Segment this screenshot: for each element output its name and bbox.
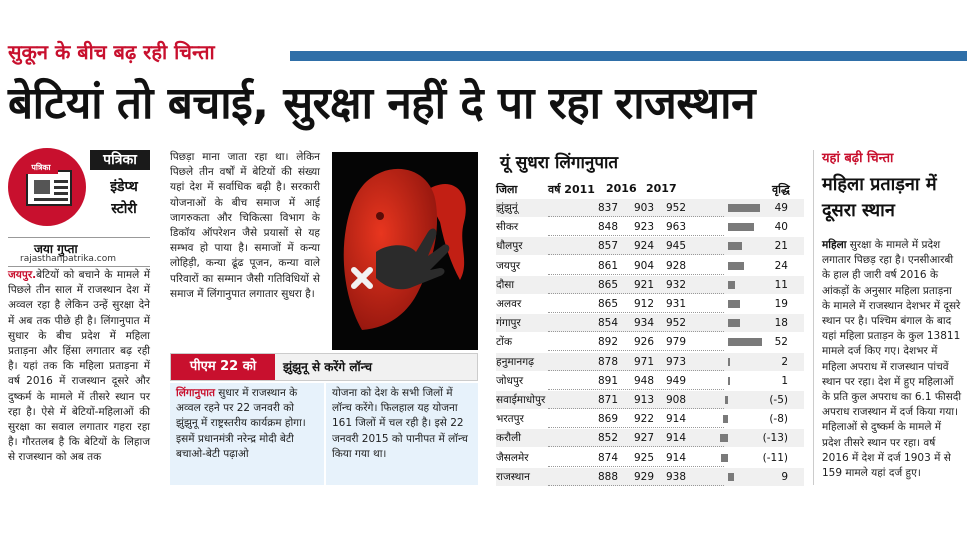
district-name: दौसा — [496, 278, 515, 291]
header-growth: वृद्धि — [772, 183, 790, 196]
illustration-girl-hand-over-mouth — [332, 152, 478, 350]
value-2011: 854 — [597, 317, 618, 330]
value-2016: 948 — [633, 374, 654, 387]
value-2011: 874 — [597, 451, 618, 464]
value-2017: 938 — [665, 470, 686, 483]
growth-bar — [728, 300, 740, 308]
value-2011: 888 — [597, 470, 618, 483]
growth-value: 19 — [774, 298, 788, 310]
launch-text-left — [170, 383, 324, 485]
table-row — [496, 314, 804, 332]
growth-bar — [725, 396, 728, 404]
table-row — [496, 295, 804, 313]
growth-value: 49 — [774, 202, 788, 214]
value-2017: 963 — [665, 221, 686, 234]
divider — [8, 237, 150, 238]
value-2011: 865 — [597, 278, 618, 291]
value-2011: 891 — [597, 374, 618, 387]
illustration-svg — [332, 152, 478, 350]
launch-lead: लिंगानुपात — [176, 387, 215, 399]
growth-bar — [728, 358, 730, 366]
district-name: सीकर — [496, 221, 519, 234]
growth-value: (-5) — [769, 394, 788, 406]
district-name: जयपुर — [496, 259, 521, 272]
table-row — [496, 199, 804, 217]
district-name: राजस्थान — [496, 470, 530, 483]
table-row — [496, 372, 804, 390]
brand-sub-line2: स्टोरी — [111, 201, 137, 217]
article-text-1: बेटियों को बचाने के मामले में पिछले तीन साल में राजस्थान देश में अव्वल रहा है लेकिन उन्हें सुरक्षा देने में अब तक पीछे ही है। लिंगानुपात में सुधार के बीच प्रदेश में महिला प्रताड़ना और हिंसा लगातार बढ़ रही है। यहां तक कि महिला प्रताड़ना में वर्ष 2016 में राजस्थान दूसरे और दुष्कर्म के मामले में तीसरे स्थान पर रहा है। ऐसे में बेटियों-महिलाओं की सुरक्षा का सवाल लगातार गहरा रहा है। गौरतलब है कि बेटियों के लिहाज से राजस्थान को अब तक — [8, 269, 150, 464]
district-name: सवाईमाधोपुर — [496, 394, 546, 406]
logo-masthead: पत्रिका — [24, 162, 58, 174]
table-row — [496, 410, 804, 428]
sex-ratio-table — [496, 180, 804, 490]
article-column-1 — [8, 268, 150, 466]
table-row — [496, 257, 804, 275]
table-row — [496, 218, 804, 236]
growth-bar — [728, 242, 742, 250]
value-2011: 848 — [597, 221, 618, 234]
launch-text-right: योजना को देश के सभी जिलों में लॉन्च करेंगे। फिलहाल यह योजना 161 जिलों में चल रही है। इसे 22 जनवरी 2015 को पानीपत में लॉन्च किया गया था। — [326, 383, 478, 485]
table-row — [496, 468, 804, 486]
value-2016: 904 — [633, 259, 654, 272]
column-divider — [813, 150, 814, 485]
growth-value: 24 — [774, 259, 788, 272]
value-2011: 857 — [597, 240, 618, 253]
growth-bar — [728, 473, 734, 481]
growth-value: 9 — [781, 470, 788, 483]
header-district: जिला — [496, 183, 518, 196]
kicker: सुकून के बीच बढ़ रही चिन्ता — [8, 40, 215, 64]
value-2016: 923 — [633, 221, 654, 234]
value-2016: 924 — [633, 240, 654, 253]
value-2016: 913 — [633, 394, 654, 406]
value-2017: 931 — [665, 298, 686, 310]
site-url: rajasthanpatrika.com — [20, 254, 116, 264]
brand-sub-line1: इंडेप्थ — [110, 179, 138, 195]
value-2016: 927 — [633, 432, 654, 445]
value-2016: 903 — [633, 202, 654, 214]
divider — [8, 266, 150, 267]
district-name: गंगापुर — [496, 317, 521, 330]
value-2011: 837 — [597, 202, 618, 214]
district-name: झुंझुनूं — [496, 202, 518, 214]
side-lead: महिला — [822, 239, 847, 251]
value-2011: 861 — [597, 259, 618, 272]
kicker-rule — [290, 51, 967, 61]
district-name: करौली — [496, 432, 521, 445]
district-name: जैसलमेर — [496, 451, 529, 464]
value-2011: 852 — [597, 432, 618, 445]
growth-bar — [728, 319, 740, 327]
dateline: जयपुर. — [8, 269, 37, 281]
district-name: टोंक — [496, 336, 513, 349]
growth-bar — [728, 377, 730, 385]
author-name: जया गुप्ता — [34, 242, 78, 256]
district-name: धौलपुर — [496, 240, 523, 253]
table-row — [496, 237, 804, 255]
value-2017: 952 — [665, 317, 686, 330]
table-row — [496, 353, 804, 371]
value-2017: 979 — [665, 336, 686, 349]
chart-title: यूं सुधरा लिंगानुपात — [500, 153, 619, 173]
side-article-body: सुरक्षा के मामले में प्रदेश लगातार पिछड़ रहा है। एनसीआरबी के हाल ही जारी वर्ष 2016 के आंकड़ों के अनुसार महिला प्रताड़ना के मामले में राजस्थान देशभर में दूसरे स्थान पर है। पश्चिम बंगाल के बाद यहां महिला प्रताड़न के कुल 13811 मामले दर्ज किए गए। देशभर में महिला अपराध में राजस्थान पांचवें स्थान पर रहा। देश में हुए महिलाओं के प्रति कुल अपराध का 6.1 फीसदी अपराध राजस्थान में दर्ज किया गया। महिलाओं से दुष्कर्म के मामले में प्रदेश तीसरे स्थान पर रहा। वर्ष 2016 में देश में दर्ज 1903 में से 159 मामले यहां दर्ज हुए। — [822, 239, 962, 480]
value-2016: 929 — [633, 470, 654, 483]
growth-value: (-11) — [762, 451, 788, 464]
side-article — [822, 238, 962, 481]
table-row — [496, 276, 804, 294]
value-2017: 928 — [665, 259, 686, 272]
growth-value: (-8) — [769, 413, 788, 426]
value-2016: 971 — [633, 355, 654, 368]
side-kicker: यहां बढ़ी चिन्ता — [822, 151, 894, 166]
growth-value: 11 — [774, 278, 788, 291]
article-column-2: पिछड़ा माना जाता रहा था। लेकिन पिछले तीन वर्षों में बेटियों की संख्या यहां देश में सर्वाधिक बढ़ी है। सरकारी योजनाओं के बीच समाज में आई जागरुकता और चिकित्सा विभाग के डिकॉय ऑपरेशन जैसे प्रयासों से यह सम्भव हो पाया है। समाजों में कन्या लोहिड़ी, कन्या ढूंढ पूजन, कन्या वाले परिवारों का सम्मान जैसी गतिविधियों से समाज में लिंगानुपात लगातार सुधरा है। — [170, 151, 320, 300]
value-2011: 865 — [597, 298, 618, 310]
table-row — [496, 391, 804, 409]
value-2011: 871 — [597, 394, 618, 406]
value-2017: 945 — [665, 240, 686, 253]
value-2011: 869 — [597, 413, 618, 426]
launch-tag: पीएम 22 को — [171, 354, 275, 380]
header-2017: 2017 — [646, 182, 677, 195]
value-2011: 878 — [597, 355, 618, 368]
value-2017: 914 — [665, 451, 686, 464]
value-2017: 908 — [665, 394, 686, 406]
launch-box-header — [170, 353, 478, 381]
growth-value: 2 — [781, 355, 788, 368]
value-2017: 914 — [665, 413, 686, 426]
table-row — [496, 429, 804, 447]
growth-value: 40 — [774, 221, 788, 234]
launch-title: झुंझुनू से करेंगे लॉन्च — [283, 360, 373, 374]
table-row — [496, 449, 804, 467]
launch-left-body: सुधार में राजस्थान के अव्वल रहने पर 22 जनवरी को झुंझुनू में राष्ट्रस्तरीय कार्यक्रम होगा। इसमें प्रधानमंत्री नरेन्द्र मोदी बेटी बचाओ-बेटी पढ़ाओ — [176, 387, 306, 460]
value-2016: 922 — [633, 413, 654, 426]
value-2011: 892 — [597, 336, 618, 349]
growth-bar — [728, 281, 735, 289]
value-2016: 934 — [633, 317, 654, 330]
growth-bar — [720, 434, 729, 442]
header-2011: वर्ष 2011 — [548, 183, 595, 196]
value-2017: 973 — [665, 355, 686, 368]
value-2016: 925 — [633, 451, 654, 464]
brand-name: पत्रिका — [90, 150, 150, 170]
district-name: भरतपुर — [496, 413, 524, 426]
growth-value: 1 — [781, 374, 788, 387]
growth-value: 21 — [774, 240, 788, 253]
value-2017: 949 — [665, 374, 686, 387]
district-name: हनुमानगढ़ — [496, 355, 535, 368]
value-2017: 914 — [665, 432, 686, 445]
value-2017: 952 — [665, 202, 686, 214]
table-row — [496, 333, 804, 351]
growth-value: 18 — [774, 317, 788, 330]
district-name: जोधपुर — [496, 374, 524, 387]
district-name: अलवर — [496, 298, 522, 310]
patrika-indepth-brand — [8, 148, 150, 238]
value-2017: 932 — [665, 278, 686, 291]
headline: बेटियां तो बचाई, सुरक्षा नहीं दे पा रहा राजस्थान — [8, 78, 755, 129]
growth-bar — [721, 454, 728, 462]
brand-subtitle — [94, 176, 154, 220]
growth-value: (-13) — [762, 432, 788, 445]
growth-bar — [723, 415, 728, 423]
growth-bar — [728, 262, 744, 270]
value-2016: 912 — [633, 298, 654, 310]
header-2016: 2016 — [606, 182, 637, 195]
value-2016: 921 — [633, 278, 654, 291]
value-2016: 926 — [633, 336, 654, 349]
side-title: महिला प्रताड़ना में दूसरा स्थान — [822, 174, 937, 221]
newspaper-logo-icon — [8, 148, 86, 226]
growth-value: 52 — [774, 336, 788, 349]
